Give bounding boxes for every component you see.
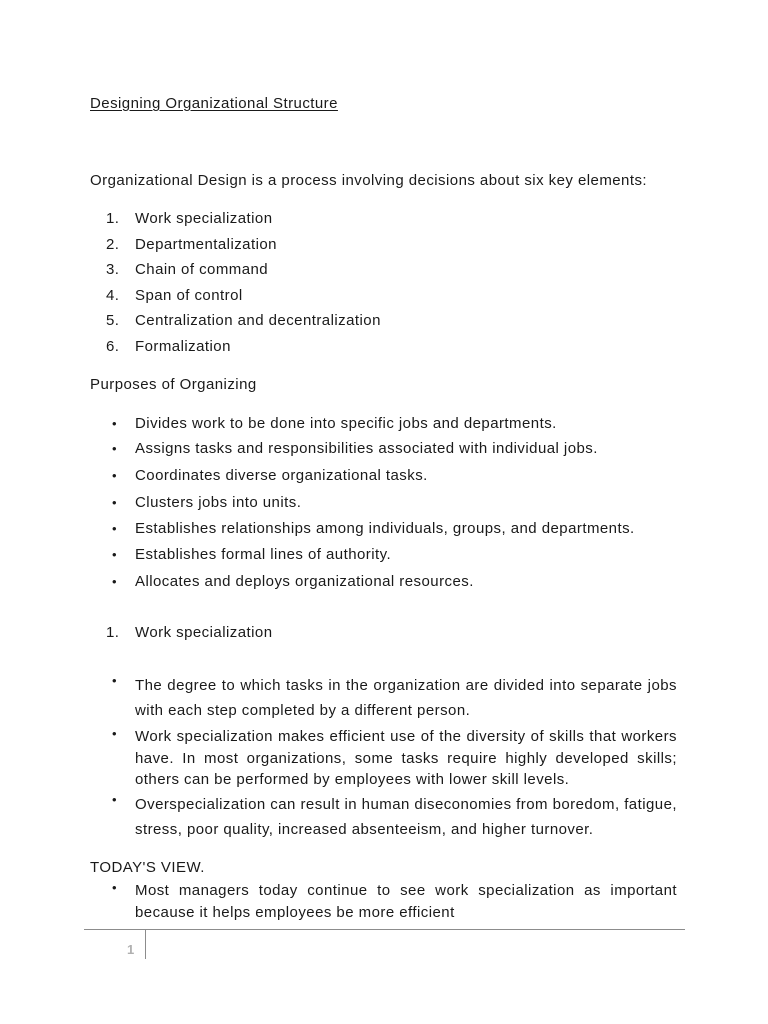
list-number: 2. bbox=[106, 236, 120, 253]
list-item-text: Allocates and deploys organizational resources. bbox=[135, 573, 474, 590]
todays-view-bullet bbox=[112, 880, 677, 924]
footer-page-separator bbox=[145, 929, 146, 959]
list-item-text: Establishes formal lines of authority. bbox=[135, 546, 392, 563]
key-element-item bbox=[106, 287, 243, 305]
key-element-item bbox=[106, 338, 231, 356]
bullet-icon: • bbox=[112, 547, 118, 562]
list-item-text: Chain of command bbox=[135, 261, 269, 278]
list-item-text: Departmentalization bbox=[135, 236, 277, 253]
bullet-icon: • bbox=[112, 468, 118, 483]
bullet-icon: • bbox=[112, 880, 118, 895]
list-item-text: Divides work to be done into specific jobs and departments. bbox=[135, 415, 557, 432]
intro-paragraph: Organizational Design is a process involving decisions about six key elements: bbox=[90, 172, 648, 189]
document-title: Designing Organizational Structure bbox=[90, 95, 338, 112]
bullet-icon: • bbox=[112, 792, 118, 807]
purpose-item bbox=[112, 546, 391, 564]
bullet-text: Overspecialization can result in human diseconomies from boredom, fatigue, stress, poor quality, increased absenteeism, and higher turnover. bbox=[135, 796, 677, 838]
key-element-item bbox=[106, 312, 381, 330]
bullet-icon: • bbox=[112, 574, 118, 589]
key-element-item bbox=[106, 236, 277, 254]
specialization-bullet bbox=[112, 673, 677, 723]
purpose-item bbox=[112, 494, 301, 512]
bullet-icon: • bbox=[112, 416, 118, 431]
specialization-bullet bbox=[112, 726, 677, 791]
bullet-text: Most managers today continue to see work specialization as important because it helps employees be more efficient bbox=[135, 882, 677, 921]
bullet-icon: • bbox=[112, 441, 118, 456]
bullet-icon: • bbox=[112, 726, 118, 741]
list-number: 1. bbox=[106, 210, 120, 227]
list-number: 3. bbox=[106, 261, 120, 278]
key-element-item bbox=[106, 210, 273, 228]
list-item-text: Establishes relationships among individuals, groups, and departments. bbox=[135, 520, 635, 537]
footer-divider bbox=[84, 929, 685, 930]
todays-view-heading: TODAY'S VIEW. bbox=[90, 859, 205, 876]
purpose-item bbox=[112, 520, 635, 538]
section-number: 1. bbox=[106, 624, 120, 641]
list-number: 6. bbox=[106, 338, 120, 355]
list-item-text: Coordinates diverse organizational tasks. bbox=[135, 467, 428, 484]
specialization-bullet bbox=[112, 792, 677, 842]
list-item-text: Clusters jobs into units. bbox=[135, 494, 302, 511]
page-number: 1 bbox=[127, 942, 135, 957]
purpose-item bbox=[112, 440, 598, 458]
bullet-text: The degree to which tasks in the organization are divided into separate jobs with each step completed by a different person. bbox=[135, 677, 677, 719]
purpose-item bbox=[112, 573, 474, 591]
bullet-icon: • bbox=[112, 673, 118, 688]
purpose-item bbox=[112, 467, 428, 485]
list-item-text: Formalization bbox=[135, 338, 231, 355]
bullet-icon: • bbox=[112, 495, 118, 510]
purposes-heading: Purposes of Organizing bbox=[90, 376, 257, 393]
list-item-text: Span of control bbox=[135, 287, 243, 304]
section-title: Work specialization bbox=[135, 624, 273, 641]
bullet-text: Work specialization makes efficient use of the diversity of skills that workers have. In most organizations, some tasks require highly developed skills; others can be performed by employees with lower skill levels. bbox=[135, 728, 677, 788]
list-number: 5. bbox=[106, 312, 120, 329]
list-item-text: Assigns tasks and responsibilities associated with individual jobs. bbox=[135, 440, 598, 457]
list-item-text: Centralization and decentralization bbox=[135, 312, 381, 329]
purpose-item bbox=[112, 415, 557, 433]
bullet-icon: • bbox=[112, 521, 118, 536]
list-number: 4. bbox=[106, 287, 120, 304]
list-item-text: Work specialization bbox=[135, 210, 273, 227]
section-heading bbox=[106, 624, 273, 642]
key-element-item bbox=[106, 261, 268, 279]
